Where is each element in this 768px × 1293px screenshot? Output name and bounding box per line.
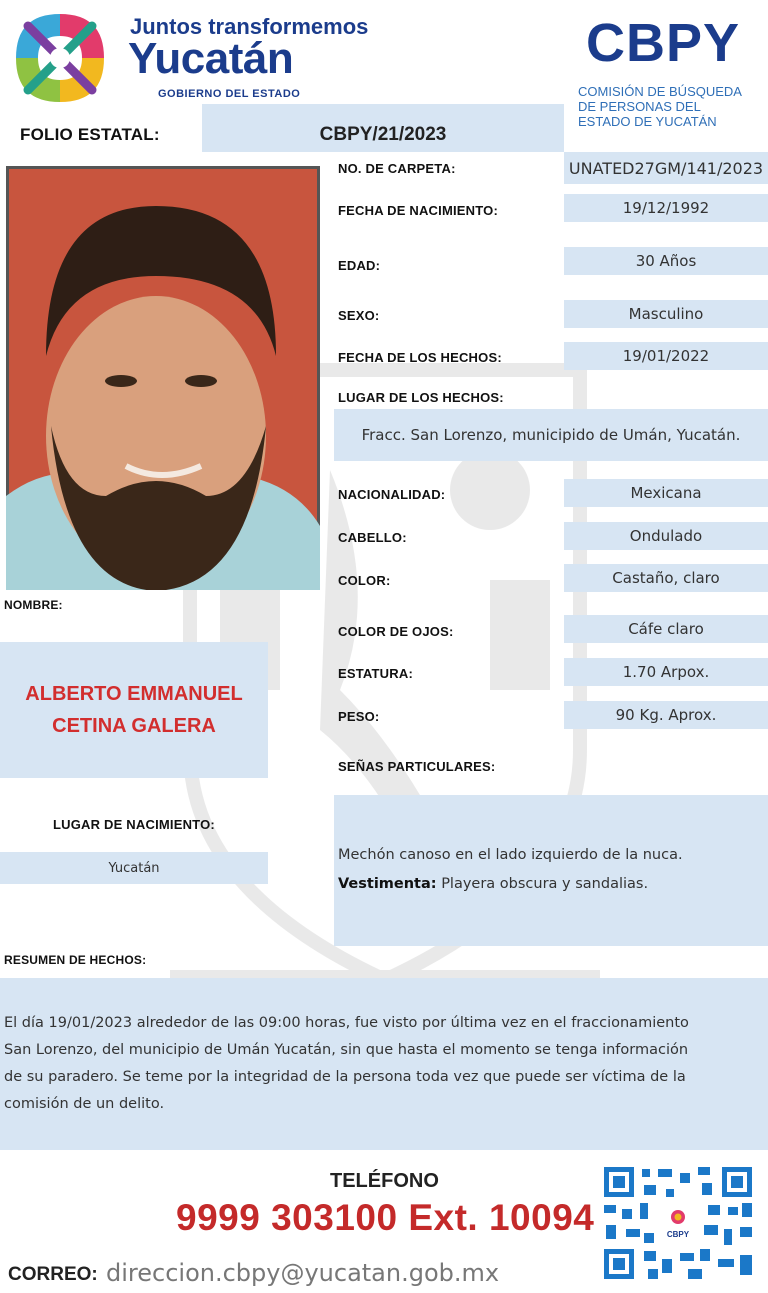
lugar-nacimiento-label: LUGAR DE NACIMIENTO: [53,817,215,832]
resumen-box [0,978,768,1150]
nacionalidad-value: Mexicana [564,479,768,507]
qr-code-icon[interactable] [600,1163,756,1283]
ojos-value: Cáfe claro [564,615,768,643]
peso-value: 90 Kg. Aprox. [564,701,768,729]
sexo-label: SEXO: [338,308,380,323]
senas-label: SEÑAS PARTICULARES: [338,759,496,774]
yucatan-logo-icon [8,6,112,110]
estatura-label: ESTATURA: [338,666,413,681]
peso-label: PESO: [338,709,380,724]
correo-label: CORREO: [8,1264,98,1285]
fecha-nacimiento-label: FECHA DE NACIMIENTO: [338,203,498,218]
estatura-value: 1.70 Arpox. [564,658,768,686]
vestimenta-value: Playera obscura y sandalias. [441,876,649,892]
correo-value[interactable]: direccion.cbpy@yucatan.gob.mx [106,1259,500,1287]
senas-box [334,795,768,946]
cabello-value: Ondulado [564,522,768,550]
logo-title: Yucatán [128,34,294,83]
edad-value: 30 Años [564,247,768,275]
resumen-line: comisión de un delito. [4,1096,165,1112]
lugar-hechos-value: Fracc. San Lorenzo, municipido de Umán, Yucatán. [334,409,768,461]
lugar-nacimiento-value: Yucatán [0,852,268,884]
cabello-label: CABELLO: [338,530,407,545]
senas-text: Mechón canoso en el lado izquierdo de la nuca. [338,847,683,863]
cbpy-subtitle-line: ESTADO DE YUCATÁN [578,114,717,129]
fecha-hechos-value: 19/01/2022 [564,342,768,370]
telefono-value[interactable]: 9999 303100 Ext. 10094 [176,1197,595,1238]
logo-subtitle: GOBIERNO DEL ESTADO [158,88,301,100]
name-box [0,642,268,778]
resumen-label: RESUMEN DE HECHOS: [4,953,147,967]
resumen-line: San Lorenzo, del municipio de Umán Yucatán, sin que hasta el momento se tenga información [4,1042,689,1058]
person-photo [6,166,320,590]
nacionalidad-label: NACIONALIDAD: [338,487,446,502]
folio-label: FOLIO ESTATAL: [20,125,160,144]
nombre-label: NOMBRE: [4,598,63,612]
telefono-label: TELÉFONO [330,1170,439,1192]
resumen-line: de su paradero. Se teme por la integridad de la persona toda vez que puede ser víctima de la [4,1069,686,1085]
qr-caption: CBPY [666,1230,690,1239]
edad-label: EDAD: [338,258,381,273]
cbpy-subtitle [578,84,742,129]
color-label: COLOR: [338,573,391,588]
cbpy-subtitle-line: DE PERSONAS DEL [578,99,701,114]
fecha-hechos-label: FECHA DE LOS HECHOS: [338,350,502,365]
lugar-hechos-label: LUGAR DE LOS HECHOS: [338,390,504,405]
ojos-label: COLOR DE OJOS: [338,624,454,639]
cbpy-subtitle-line: COMISIÓN DE BÚSQUEDA [578,84,742,99]
resumen-line: El día 19/01/2023 alrededor de las 09:00 horas, fue visto por última vez en el fraccionamiento [4,1015,689,1031]
vestimenta-label: Vestimenta: [338,876,437,892]
sexo-value: Masculino [564,300,768,328]
folio-value: CBPY/21/2023 [202,104,564,152]
carpeta-value: UNATED27GM/141/2023 [564,152,768,184]
person-name-line1: ALBERTO EMMANUEL [25,683,243,705]
logo-tagline: Juntos transformemos [130,14,369,39]
person-name-line2: CETINA GALERA [52,715,216,737]
carpeta-label: NO. DE CARPETA: [338,161,456,176]
vestimenta-line [338,871,648,898]
cbpy-title: CBPY [586,13,741,73]
fecha-nacimiento-value: 19/12/1992 [564,194,768,222]
color-value: Castaño, claro [564,564,768,592]
